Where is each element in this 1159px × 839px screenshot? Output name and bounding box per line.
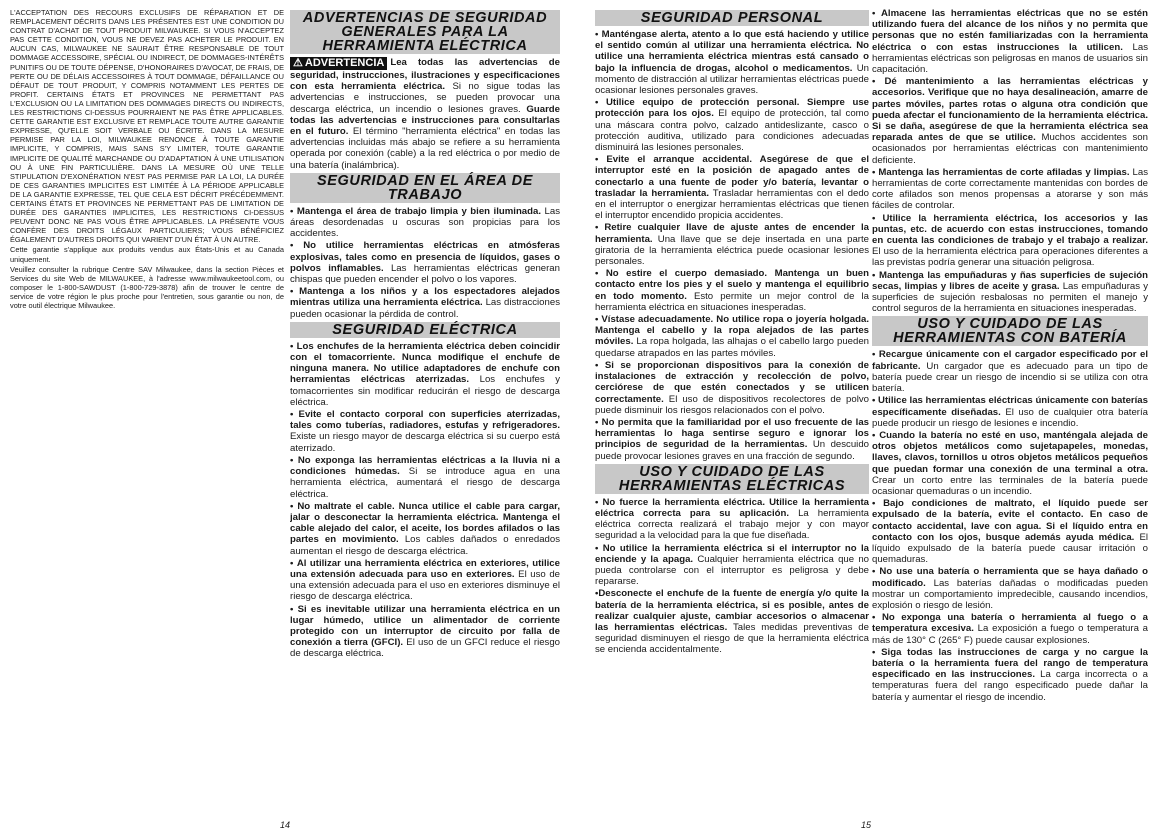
item-rest: Los enchufes y tomacorrientes sin modificar reducirán el riesgo de descarga eléctrica. [290, 374, 560, 408]
bullet: • [595, 542, 603, 554]
bullet: • [872, 349, 879, 361]
item-bold: Dé mantenimiento a las herramientas eléctricas y accesorios. Verifique que no haya desalineación, amarre de partes móviles, partes rotas o alguna otra condición que pueda afectar el funcionamiento de la herramienta eléctrica. Si se daña, asegúrese de que la herramienta eléctrica sea reparada antes de que se utilice. [872, 76, 1148, 144]
list-item [290, 240, 560, 285]
item-rest: El uso de un GFCI reduce el riesgo de descarga eléctrica. [290, 637, 560, 660]
tool-use-heading: USO Y CUIDADO DE LAS HERRAMIENTAS ELÉCTRICAS [595, 464, 869, 494]
item-bold: Evite el contacto corporal con superficies aterrizadas, tales como tuberías, radiadores, estufas y refrigeradores. [290, 409, 560, 432]
item-bold: Vístase adecuadamente. No utilice ropa o joyería holgada. Mantenga el cabello y la ropa alejados de las partes móviles. [595, 314, 869, 348]
item-rest: Tales medidas preventivas de seguridad disminuyen el riesgo de que la herramienta eléctrica se encienda accidentalmente. [595, 621, 869, 656]
item-bold: Utilice las herramientas eléctricas únicamente con baterías específicamente diseñadas. [872, 395, 1148, 418]
list-item [595, 543, 869, 588]
bullet: • [595, 29, 602, 40]
item-bold: No utilice la herramienta eléctrica si el interruptor no la enciende y la apaga. [595, 542, 869, 565]
bullet: • [290, 205, 297, 217]
item-bold: Almacene las herramientas eléctricas que no se estén utilizando fuera del alcance de los niños y no permita que personas que no estén familiarizadas con la herramienta eléctrica o con estas instrucciones la utilicen. [872, 8, 1148, 53]
bullet: • [290, 240, 304, 252]
bullet: • [290, 409, 299, 421]
bullet: • [290, 454, 298, 466]
bullet: • [290, 286, 300, 298]
item-bold: Mantenga el área de trabajo limpia y bien iluminada. [296, 205, 541, 217]
bullet: • [872, 646, 882, 658]
item-rest: Las herramientas eléctricas generan chispas que pueden encender el polvo o los vapores. [290, 262, 560, 286]
item-rest: El uso de cualquier otra batería puede producir un riesgo de lesiones e incendio. [872, 406, 1148, 429]
list-item [872, 213, 1148, 269]
work-area-list [290, 206, 560, 320]
left-column-spanish [290, 8, 560, 661]
item-rest: Las baterías dañadas o modificadas pueden mostrar un comportamiento impredecible, causando incendios, explosión o riesgo de lesión. [872, 577, 1148, 611]
item-rest: Un momento de distracción al utilizar herramientas eléctricas puede ocasionar lesiones personales graves. [595, 62, 869, 97]
bullet: • [872, 166, 879, 178]
list-item [290, 604, 560, 660]
list-item [872, 270, 1148, 315]
item-bold: Utilice la herramienta eléctrica, los accesorios y las puntas, etc. de acuerdo con estas instrucciones, tomando en cuenta las condiciones de trabajo y el trabajo a realizar. [872, 212, 1148, 247]
battery-list [872, 349, 1148, 702]
french-contact-text: Veuillez consulter la rubrique Centre SAV Milwaukee, dans la section Pièces et Services du site Web de MILWAUKEE, à l'adresse www.milwaukeetool.com, ou composer le 1-800-SAWDUST (1-800-729-3878) afin de trouver le centre de service de votre région le plus proche pour l'entretien, sous garantie ou non, de votre outil électrique Milwaukee. [10, 264, 284, 310]
item-rest: Si se introduce agua en una herramienta eléctrica, aumentará el riesgo de descarga eléctrica. [290, 466, 560, 500]
personal-safety-list [595, 29, 869, 462]
list-item [872, 612, 1148, 646]
bullet: • [595, 97, 606, 109]
list-item [595, 97, 869, 153]
item-rest: Las empuñaduras y superficies de sujeción resbalosas no permiten el manejo y control seguros de la herramienta en situaciones inesperadas. [872, 280, 1148, 315]
warning-bold-1: Lea todas las advertencias de seguridad, instrucciones, ilustraciones y especificaciones con esta herramienta eléctrica. [290, 57, 560, 93]
personal-safety-heading: SEGURIDAD PERSONAL [595, 10, 869, 26]
item-bold: No use una batería o herramienta que se haya dañado o modificado. [872, 566, 1148, 589]
item-bold: Desconecte el enchufe de la fuente de energía y/o quite la batería de la herramienta eléctrica, si es posible, antes de realizar cualquier ajuste, cambiar accesorios o almacenar las herramientas eléctricas. [595, 588, 869, 633]
list-item [872, 430, 1148, 497]
list-item [595, 417, 869, 462]
list-item [595, 268, 869, 313]
item-bold: No permita que la familiaridad por el uso frecuente de las herramientas lo haga sentirse seguro e ignorar los principios de seguridad de la herramientas. [595, 416, 869, 451]
item-bold: Recargue únicamente con el cargador especificado por el fabricante. [872, 349, 1148, 372]
left-column-french [10, 8, 284, 311]
general-safety-heading: ADVERTENCIAS DE SEGURIDAD GENERALES PARA LA HERRAMIENTA ELÉCTRICA [290, 10, 560, 54]
list-item [595, 314, 869, 359]
bullet: • [872, 429, 880, 441]
item-rest: El uso de dispositivos recolectores de polvo puede disminuir los riesgos relacionados con el polvo. [595, 393, 869, 416]
item-rest: El uso de una extensión adecuada para el uso en exteriores disminuye el riesgo de descarga eléctrica. [290, 568, 560, 603]
item-bold: No fuerce la herramienta eléctrica. Utilice la herramienta eléctrica correcta para su aplicación. [595, 496, 869, 519]
bullet: • [290, 340, 297, 352]
list-item [872, 349, 1148, 394]
item-rest: Esto permite un mejor control de la herramienta eléctrica en situaciones inesperadas. [595, 290, 869, 313]
list-item [872, 647, 1148, 703]
list-item [872, 167, 1148, 212]
item-rest: Las herramientas de corte correctamente mantenidas con bordes de corte afilados son menos propensas a atorarse y son más fáciles de controlar. [872, 166, 1148, 212]
warning-rest-1: Si no sigue todas las advertencias e instrucciones, se pueden provocar una descarga eléctrica, un incendio o lesiones graves. [290, 81, 560, 115]
item-rest: Las herramientas eléctricas son peligrosas en manos de usuarios sin capacitación. [872, 41, 1148, 76]
bullet: • [872, 395, 879, 407]
item-bold: Si es inevitable utilizar una herramienta eléctrica en un lugar húmedo, utilice un alimentador de corriente protegido con un interruptor de circuito por falla de conexión a tierra (GFCI). [290, 603, 560, 649]
warning-rest-2: El término "herramienta eléctrica" en todas las advertencias incluidas más abajo se refiere a su herramienta operada por conexión (cable) a la red eléctrica o por medio de una batería (inalámbrica). [290, 126, 560, 171]
battery-heading: USO Y CUIDADO DE LAS HERRAMIENTAS CON BATERÍA [872, 316, 1148, 346]
item-bold: Si se proporcionan dispositivos para la conexión de instalaciones de extracción y recolección de polvo, cerciórese de que estén conectados y se utilicen correctamente. [595, 359, 869, 405]
left-page [0, 0, 579, 839]
list-item [290, 455, 560, 500]
item-rest: La exposición a fuego o temperatura a más de 130° C (265° F) puede causar explosiones. [872, 623, 1148, 646]
item-bold: No exponga las herramientas eléctricas a la lluvia ni a condiciones húmedas. [290, 454, 560, 478]
item-bold: Mantenga las empuñaduras y ñas superficies de sujeción secas, limpias y libres de aceite y grasa. [872, 269, 1148, 292]
bullet: • [872, 612, 882, 624]
electric-safety-heading: SEGURIDAD ELÉCTRICA [290, 322, 560, 338]
item-bold: Siga todas las instrucciones de carga y no cargue la batería o la herramienta fuera del rango de temperatura especificado en las instrucciones. [872, 646, 1148, 681]
item-rest: Existe un riesgo mayor de descarga eléctrica si su cuerpo está aterrizado. [290, 431, 560, 454]
list-item [290, 341, 560, 408]
list-item [290, 286, 560, 320]
page-number-right: 15 [861, 820, 872, 830]
list-item [595, 360, 869, 416]
bullet: • [595, 588, 599, 600]
item-rest: Una llave que se deje insertada en una parte giratoria de la herramienta eléctrica puede ocasionar lesiones personales. [595, 233, 869, 268]
work-area-heading: SEGURIDAD EN EL ÁREA DE TRABAJO [290, 173, 560, 203]
right-column-2 [872, 8, 1148, 704]
item-bold: Mantenga las herramientas de corte afiladas y limpias. [878, 166, 1130, 178]
item-rest: El líquido expulsado de la batería puede causar irritación o quemaduras. [872, 531, 1148, 566]
bullet: • [595, 496, 603, 508]
bullet: • [872, 212, 883, 224]
bullet: • [290, 603, 298, 615]
warning-triangle-icon: ⚠ [293, 57, 303, 69]
bullet: • [595, 314, 602, 326]
bullet: • [290, 557, 297, 569]
electric-safety-list [290, 341, 560, 660]
item-rest: La carga incorrecta o a temperaturas fuera del rango especificado puede dañar la batería y aumentar el riesgo de incendio. [872, 669, 1148, 703]
item-bold: No estire el cuerpo demasiado. Mantenga un buen contacto entre los pies y el suelo y mantenga el equilibrio en todo momento. [595, 268, 869, 302]
list-item [290, 558, 560, 603]
item-rest: Las distracciones pueden ocasionar la pérdida de control. [290, 297, 560, 320]
item-rest: Los cables dañados o enredados aumentan el riesgo de descarga eléctrica. [290, 534, 560, 557]
bullet: • [595, 359, 605, 371]
list-item [872, 8, 1148, 75]
list-item [595, 222, 869, 267]
french-warranty-text: L'ACCEPTATION DES RECOURS EXCLUSIFS DE RÉPARATION ET DE REMPLACEMENT DÉCRITS DANS LES PRÉSENTES EST UNE CONDITION DU CONTRAT D'ACHAT DE TOUT PRODUIT MILWAUKEE. SI VOUS N'ACCEPTEZ PAS CETTE CONDITION, VOUS NE DEVEZ PAS ACHETER LE PRODUIT. EN AUCUN CAS, MILWAUKEE NE SAURAIT ÊTRE RESPONSABLE DE TOUT DOMMAGE ACCESSOIRE, SPÉCIAL OU INDIRECT, DE DOMMAGES-INTÉRÊTS PUNITIFS OU DE TOUTE DÉPENSE, D'HONORAIRES D'AVOCAT, DE FRAIS, DE PERTE OU DE DÉLAIS ACCESSOIRES À TOUT DOMMAGE, DÉFAILLANCE OU DÉFAUT DE TOUT PRODUIT, Y COMPRIS NOTAMMENT LES PERTES DE PROFIT. CERTAINS ÉTATS ET PROVINCES NE PERMETTANT PAS L'EXCLUSION OU LA LIMITATION DES DOMMAGES DIRECTS OU INDIRECTS, LES RESTRICTIONS CI-DESSUS POURRAIENT NE PAS ÊTRE APPLICABLES. CETTE GARANTIE EST EXCLUSIVE ET REMPLACE TOUTE AUTRE GARANTIE EXPRESSE, QU'ELLE SOIT VERBALE OU ÉCRITE. DANS LA MESURE PERMISE PAR LA LOI, MILWAUKEE RENONCE À TOUTE GARANTIE IMPLICITE, Y COMPRIS, MAIS SANS S'Y LIMITER, TOUTE GARANTIE IMPLICITE DE QUALITÉ MARCHANDE OU D'ADAPTATION À UNE UTILISATION OU À UNE FIN PARTICULIÈRE. DANS LA MESURE OÙ UNE TELLE STIPULATION D'EXONÉRATION N'EST PAS PERMISE PAR LA LOI, LA DURÉE DE CES GARANTIES IMPLICITES EST LIMITÉE À LA PÉRIODE APPLICABLE DE LA GARANTIE EXPRESSE, TEL QUE CELA EST DÉCRIT PRÉCÉDEMMENT. CERTAINS ÉTATS ET PROVINCES NE PERMETTANT PAS DE LIMITATION DE DURÉE DES GARANTIES IMPLICITES, LES RESTRICTIONS CI-DESSUS PEUVENT DONC NE PAS VOUS ÊTRE APPLICABLES. LA PRÉSENTE VOUS CONFÈRE DES DROITS LÉGAUX PARTICULIERS; VOUS BÉNÉFICIEZ ÉGALEMENT D'AUTRES DROITS QUI VARIENT D'UN ÉTAT À UN AUTRE. [10, 8, 284, 245]
item-rest: La herramienta eléctrica correcta realizará el trabajo mejor y con mayor seguridad a la velocidad para la que fue diseñada. [595, 507, 869, 542]
list-item [290, 206, 560, 240]
item-bold: No exponga una batería o herramienta al fuego o a temperatura excesiva. [872, 612, 1148, 635]
bullet: • [595, 268, 606, 280]
item-bold: Cuando la batería no esté en uso, manténgala alejada de otros objetos metálicos como sujetapapeles, monedas, llaves, clavos, tornillos u otros objetos metálicos pequeños que puedan formar una conexión de una terminal a otra. [872, 429, 1148, 475]
page-number-left: 14 [280, 820, 291, 830]
item-bold: No utilice herramientas eléctricas en atmósferas explosivas, tales como en presencia de líquidos, gases o polvos inflamables. [290, 240, 560, 274]
tool-use-list-continued [872, 8, 1148, 314]
item-rest: El equipo de protección, tal como una máscara contra polvo, calzado antideslizante, casco o protección auditiva, utilizado para condiciones adecuadas disminuirá las lesiones personales. [595, 108, 869, 154]
list-item [595, 497, 869, 542]
bullet: • [290, 500, 298, 512]
french-scope-text: Cette garantie s'applique aux produits vendus aux États-Unis et au Canada uniquement. [10, 245, 284, 264]
bullet: • [872, 498, 884, 510]
bullet: • [872, 8, 881, 19]
item-rest: Trasladar herramientas con el dedo en el interruptor o energizar herramientas eléctricas que tienen el interruptor encendido propicia accidentes. [595, 187, 869, 222]
list-item [872, 498, 1148, 565]
list-item [595, 29, 869, 96]
list-item [872, 76, 1148, 166]
warning-badge-label: ADVERTENCIA [304, 57, 385, 69]
list-item [595, 154, 869, 221]
item-rest: Un cargador que es adecuado para un tipo de batería puede crear un riesgo de incendio si se utiliza con otra batería. [872, 360, 1148, 395]
item-rest: Cualquier herramienta eléctrica que no pueda controlarse con el interruptor es peligrosa y debe repararse. [595, 553, 869, 588]
list-item [595, 588, 869, 655]
item-bold: Retire cualquier llave de ajuste antes de encender la herramienta. [595, 222, 869, 245]
item-bold: Manténgase alerta, atento a lo que está haciendo y utilice el sentido común al utilizar una herramienta eléctrica. No utilice una herramienta eléctrica mientras está cansado o bajo la influencia de drogas, alcohol o medicamentos. [595, 29, 869, 74]
bullet: • [595, 416, 602, 428]
item-rest: La ropa holgada, las alhajas o el cabello largo pueden quedarse atrapados en las partes móviles. [595, 336, 869, 359]
item-rest: Las áreas desordenadas u oscuras son propicias para los accidentes. [290, 205, 560, 240]
right-column-1 [595, 8, 869, 657]
item-rest: El uso de la herramienta eléctrica para operaciones diferentes a las previstas podría generar una situación peligrosa. [872, 246, 1148, 269]
warning-bold-2: Guarde todas las advertencias e instrucciones para consultarlas en el futuro. [290, 103, 560, 138]
item-bold: Mantenga a los niños y a los espectadores alejados mientras utiliza una herramienta eléctrica. [290, 286, 560, 309]
bullet: • [872, 269, 879, 281]
item-rest: Crear un corto entre las terminales de la batería puede ocasionar quemaduras o un incendio. [872, 474, 1148, 497]
right-page [579, 0, 1159, 839]
item-bold: Los enchufes de la herramienta eléctrica deben coincidir con el tomacorriente. Nunca modifique el enchufe de ninguna manera. No utilice adaptadores de enchufe con herramientas eléctricas aterrizadas. [290, 340, 560, 386]
list-item [290, 501, 560, 557]
bullet: • [595, 222, 605, 234]
list-item [872, 395, 1148, 429]
tool-use-list [595, 497, 869, 656]
item-bold: Al utilizar una herramienta eléctrica en exteriores, utilice una extensión adecuada para uso en exteriores. [290, 557, 560, 580]
bullet: • [872, 76, 885, 88]
item-bold: Utilice equipo de protección personal. Siempre use protección para los ojos. [595, 97, 869, 120]
item-rest: Un descuido puede provocar lesiones graves en una fracción de segundo. [595, 439, 869, 462]
general-warning-paragraph [290, 57, 560, 171]
item-bold: No maltrate el cable. Nunca utilice el cable para cargar, jalar o desconectar la herramienta eléctrica. Mantenga el cable alejado del calor, el aceite, los bordes afilados o las partes en movimiento. [290, 500, 560, 546]
item-bold: Bajo condiciones de maltrato, el líquido puede ser expulsado de la batería, evite el contacto. En caso de contacto accidental, lave con agua. Si el líquido entra en contacto con los ojos, busque además ayuda médica. [872, 498, 1148, 543]
list-item [290, 409, 560, 454]
bullet: • [872, 566, 880, 578]
bullet: • [595, 154, 607, 166]
item-rest: Muchos accidentes son ocasionados por herramientas eléctricas con mantenimiento deficiente. [872, 132, 1148, 166]
list-item [872, 566, 1148, 611]
item-bold: Evite el arranque accidental. Asegúrese de que el interruptor esté en la posición de apagado antes de conectarlo a una fuente de poder y/o batería, levantar o trasladar la herramienta. [595, 154, 869, 199]
warning-badge [290, 57, 387, 70]
